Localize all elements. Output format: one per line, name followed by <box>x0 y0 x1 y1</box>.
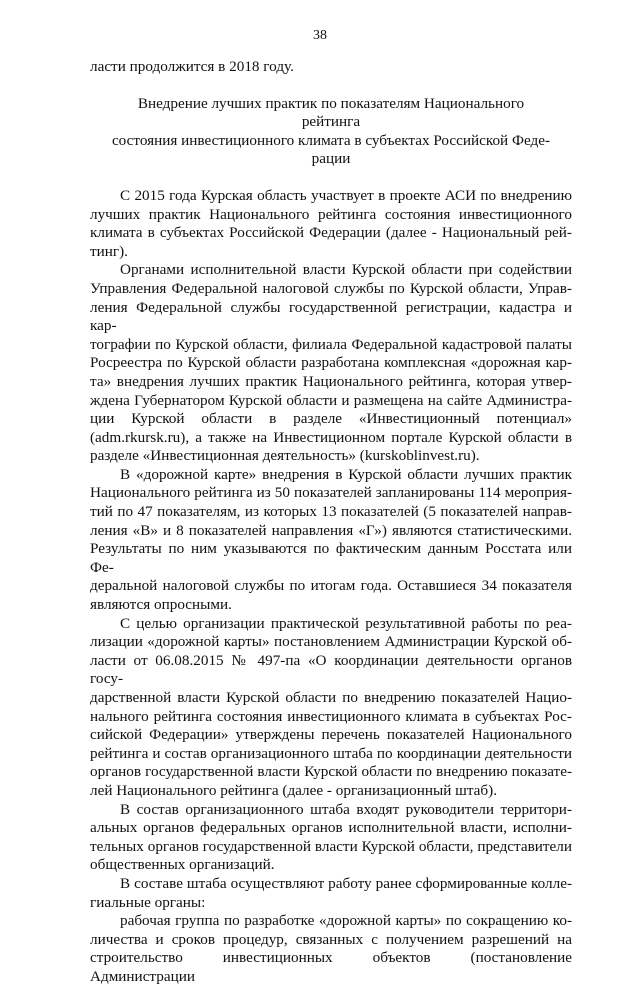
paragraph-line: Органами исполнительной власти Курской области при содействии <box>120 261 572 279</box>
paragraph-line: личества и сроков процедур, связанных с получением разрешений на <box>90 930 572 948</box>
paragraph-3 <box>90 466 572 615</box>
paragraph-1 <box>90 187 572 261</box>
paragraph-line: Национального рейтинга из 50 показателей запланированы 114 мероприя- <box>90 484 572 502</box>
paragraph-line: ления Федеральной службы государственной регистрации, кадастра и кар- <box>90 298 572 335</box>
paragraph-line: органов государственной власти Курской области по внедрению показате- <box>90 763 572 781</box>
paragraph-line: ления «В» и 8 показателей направления «Г») являются статистическими. <box>90 521 572 539</box>
paragraph-line: нального рейтинга состояния инвестиционного климата в субъектах Рос- <box>90 707 572 725</box>
paragraph-line: климата в субъектах Российской Федерации (далее - Национальный рей- <box>90 224 572 242</box>
section-heading-line-3: рации <box>311 150 351 168</box>
paragraph-5 <box>90 801 572 875</box>
paragraph-line: та» внедрения лучших практик Национального рейтинга, которая утвер- <box>90 372 572 390</box>
paragraph-line: тографии по Курской области, филиала Федеральной кадастровой палаты <box>90 335 572 353</box>
paragraph-2 <box>90 261 572 466</box>
paragraph-line: деральной налоговой службы по итогам года. Оставшиеся 34 показателя <box>90 577 572 595</box>
paragraph-line: С целью организации практической результативной работы по реа- <box>120 614 572 632</box>
paragraph-4 <box>90 615 572 801</box>
paragraph-line: ции Курской области в разделе «Инвестиционный потенциал» <box>90 410 572 428</box>
paragraph-line: тинг). <box>90 242 128 260</box>
paragraph-line: разделе «Инвестиционная деятельность» (kurskoblinvest.ru). <box>90 447 480 465</box>
paragraph-line: тельных органов государственной власти Курской области, представители <box>90 837 572 855</box>
section-heading <box>90 95 572 169</box>
paragraph-line: С 2015 года Курская область участвует в проекте АСИ по внедрению <box>120 186 572 204</box>
paragraph-line: лизации «дорожной карты» постановлением Администрации Курской об- <box>90 633 572 651</box>
section-heading-line-1: Внедрение лучших практик по показателям Национального рейтинга <box>137 94 525 131</box>
paragraph-line: сийской Федерации» утверждены перечень показателей Национального <box>90 726 572 744</box>
paragraph-line: Росреестра по Курской области разработана комплексная «дорожная кар- <box>90 354 572 372</box>
paragraph-line: являются опросными. <box>90 596 232 614</box>
paragraph-line: В «дорожной карте» внедрения в Курской области лучших практик <box>120 465 572 483</box>
paragraph-line: Управления Федеральной налоговой службы по Курской области, Управ- <box>90 279 572 297</box>
paragraph-line: тий по 47 показателям, из которых 13 показателей (5 показателей направ- <box>90 503 572 521</box>
paragraph-line: дарственной власти Курской области по внедрению показателей Нацио- <box>90 689 572 706</box>
document-body <box>90 58 572 987</box>
paragraph-7 <box>90 912 572 986</box>
section-heading-line-2: состояния инвестиционного климата в субъектах Российской Феде- <box>111 131 551 149</box>
paragraph-line: В состав организационного штаба входят руководители территори- <box>120 800 572 818</box>
paragraph-line: лей Национального рейтинга (далее - организационный штаб). <box>90 781 497 799</box>
page-number: 38 <box>313 28 327 43</box>
paragraph-line: рабочая группа по разработке «дорожной карты» по сокращению ко- <box>120 912 572 930</box>
paragraph-6 <box>90 875 572 912</box>
paragraph-line: В составе штаба осуществляют работу ранее сформированные колле- <box>120 874 572 892</box>
paragraph-line: ждена Губернатором Курской области и размещена на сайте Администра- <box>90 391 572 409</box>
paragraph-line: альных органов федеральных органов исполнительной власти, исполни- <box>90 819 572 837</box>
paragraph-line: лучших практик Национального рейтинга состояния инвестиционного <box>90 205 572 223</box>
paragraph-line: рейтинга и состав организационного штаба по координации деятельности <box>90 744 572 762</box>
paragraph-line: (adm.rkursk.ru), а также на Инвестиционном портале Курской области в <box>90 428 572 446</box>
paragraph-line: строительство инвестиционных объектов (постановление Администрации <box>90 949 572 985</box>
paragraph-line: гиальные органы: <box>90 893 206 911</box>
paragraph-line: ласти от 06.08.2015 № 497-па «О координации деятельности органов госу- <box>90 651 572 688</box>
lead-line: ласти продолжится в 2018 году. <box>90 58 294 75</box>
paragraph-line: Результаты по ним указываются по фактическим данным Росстата или Фе- <box>90 540 572 576</box>
paragraph-line: общественных организаций. <box>90 856 275 874</box>
